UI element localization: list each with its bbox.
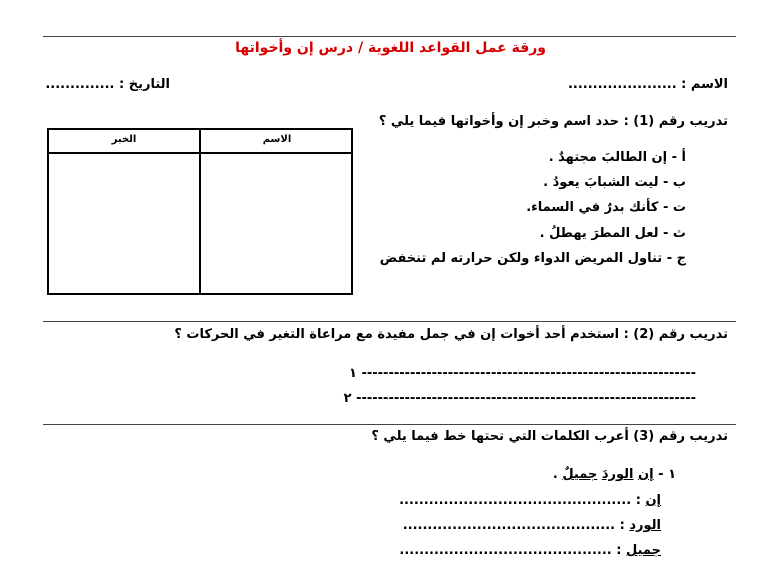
- parse-line: [399, 493, 661, 508]
- table-header-rule: [49, 152, 351, 154]
- parse-line: [403, 518, 661, 533]
- exercise-1-item: ب - ليت الشبابَ يعودُ .: [543, 175, 686, 190]
- underlined-word: جميلٌ: [562, 467, 598, 482]
- underlined-word: الوردَ: [601, 467, 634, 482]
- parse-word: الورد: [629, 518, 661, 533]
- exercise-1-item: أ - إن الطالبَ مجتهدٌ .: [548, 150, 686, 165]
- exercise-1-heading: تدريب رقم (1) : حدد اسم وخبر إن وأخواتها فيما يلي ؟: [378, 114, 728, 129]
- answer-line-2: ٢ ---------------------------------------------------------------: [343, 391, 696, 406]
- exercise-1-item: ث - لعل المطرَ يهطلُ .: [539, 226, 686, 241]
- table-header-predicate: الخبر: [111, 134, 137, 145]
- parse-word: جميل: [626, 543, 661, 558]
- section-rule: [43, 424, 736, 425]
- table-divider: [199, 130, 201, 293]
- answer-line-1: ١ --------------------------------------------------------------: [349, 366, 696, 381]
- exercise-1-item: ت - كأنك بدرٌ في السماء.: [526, 200, 686, 215]
- parse-dots: : ...........................................: [399, 543, 626, 558]
- section-rule: [43, 321, 736, 322]
- top-rule: [43, 36, 736, 37]
- underlined-word: إن: [638, 467, 654, 482]
- exercise-1-item: ج - تناول المريض الدواء ولكن حرارته لم تنخفض: [379, 251, 686, 266]
- exercise-3-heading: تدريب رقم (3) أعرب الكلمات التي تحتها خط فيما يلي ؟: [371, 429, 728, 444]
- exercise-2-heading: تدريب رقم (2) : استخدم أحد أخوات إن في جمل مفيدة مع مراعاة التغير في الحركات ؟: [174, 327, 728, 342]
- parse-dots: : ...............................................: [399, 493, 646, 508]
- date-field: التاريخ : ..............: [45, 77, 170, 92]
- exercise-3-sentence: [553, 467, 676, 482]
- table-header-name: الاسم: [262, 134, 292, 145]
- sentence-period: .: [552, 467, 558, 482]
- name-field: الاسم : ......................: [567, 77, 728, 92]
- parse-line: [399, 543, 661, 558]
- worksheet-title: ورقة عمل القواعد اللغوية / درس إن وأخواتها: [235, 40, 546, 56]
- sentence-number: ١ -: [658, 467, 676, 482]
- parse-dots: : ...........................................: [402, 518, 630, 533]
- parse-word: إن: [645, 493, 661, 508]
- answer-table: [47, 128, 353, 295]
